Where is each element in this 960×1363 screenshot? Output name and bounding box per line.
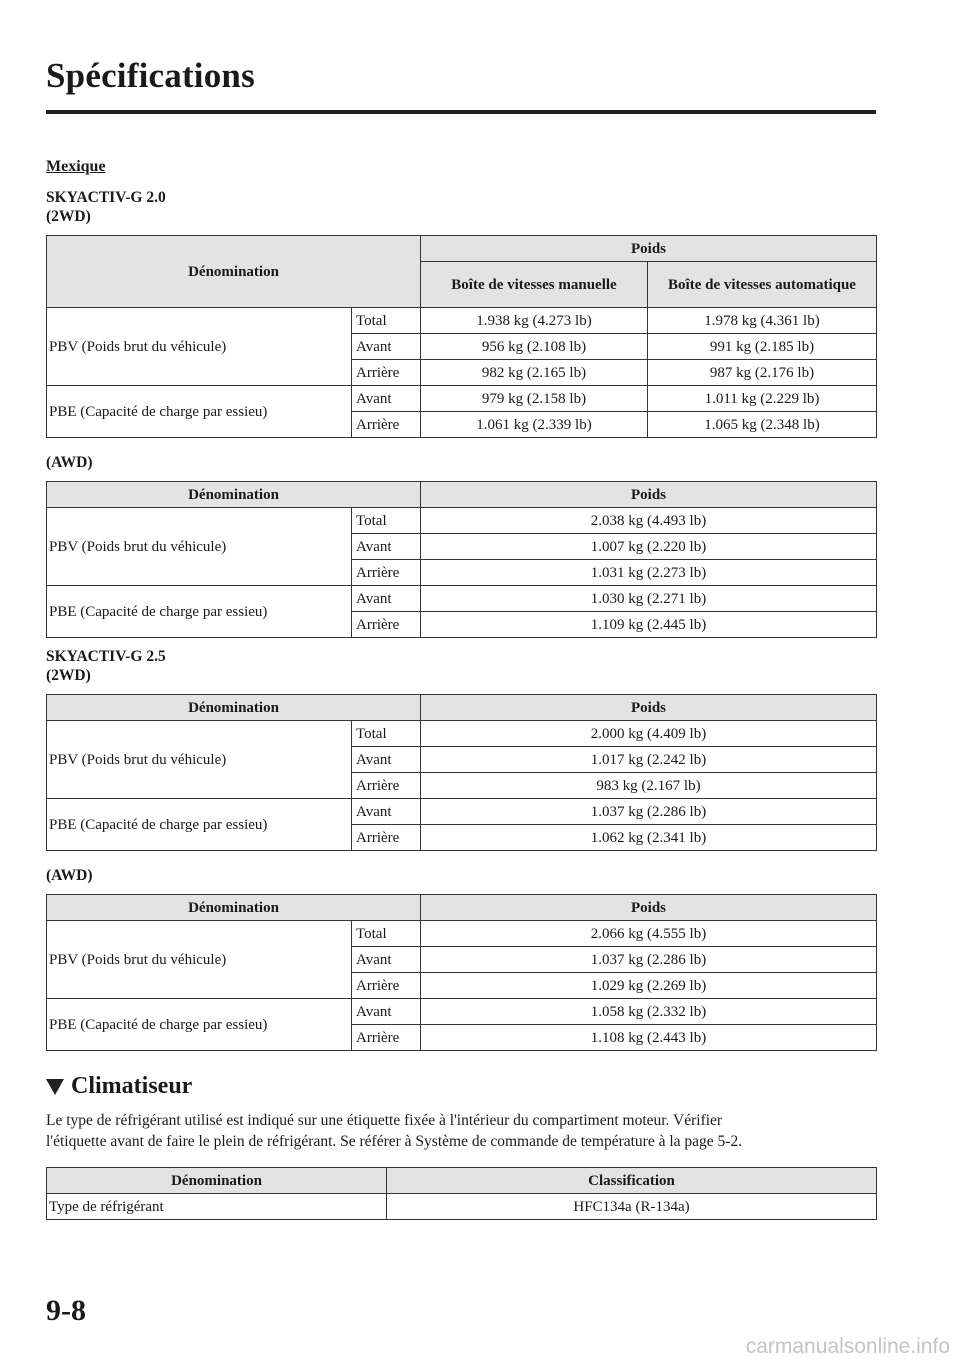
sub-label: Arrière [352,825,421,851]
row-label-pbv: PBV (Poids brut du véhicule) [47,721,352,799]
triangle-down-icon [46,1079,64,1095]
cell-value: 983 kg (2.167 lb) [421,773,877,799]
cell-value: 1.061 kg (2.339 lb) [421,412,648,438]
cell-value: 1.029 kg (2.269 lb) [421,973,877,999]
row-label-refrigerant: Type de réfrigérant [47,1194,387,1220]
cell-value: 1.978 kg (4.361 lb) [648,308,877,334]
header-denomination: Dénomination [47,236,421,308]
row-label-pbv: PBV (Poids brut du véhicule) [47,308,352,386]
cell-value: 1.065 kg (2.348 lb) [648,412,877,438]
region-heading: Mexique [46,158,106,175]
sub-label: Total [352,921,421,947]
cell-value: 987 kg (2.176 lb) [648,360,877,386]
watermark: carmanualsonline.info [745,1335,950,1358]
sub-label: Avant [352,799,421,825]
cell-value: 1.037 kg (2.286 lb) [421,947,877,973]
header-classification: Classification [387,1168,877,1194]
header-denomination: Dénomination [47,1168,387,1194]
row-label-pbv: PBV (Poids brut du véhicule) [47,508,352,586]
paragraph-line: l'étiquette avant de faire le plein de réfrigérant. Se référer à Système de commande de température à la page 5-2. [46,1133,743,1150]
row-label-pbe: PBE (Capacité de charge par essieu) [47,586,352,638]
section-heading-climatiseur [46,1073,876,1100]
content [46,158,876,1220]
sub-label: Arrière [352,560,421,586]
drive-label-awd: (AWD) [46,454,93,471]
sub-label: Avant [352,999,421,1025]
cell-value: 1.031 kg (2.273 lb) [421,560,877,586]
table-row [47,1194,877,1220]
engine-label-g20: SKYACTIV-G 2.0 [46,189,166,206]
cell-value: 982 kg (2.165 lb) [421,360,648,386]
weight-table-g25-awd [46,894,877,1051]
sub-label: Total [352,721,421,747]
row-label-pbv: PBV (Poids brut du véhicule) [47,921,352,999]
sub-label: Arrière [352,773,421,799]
header-poids: Poids [421,895,877,921]
row-label-pbe: PBE (Capacité de charge par essieu) [47,999,352,1051]
weight-table-g20-2wd [46,235,877,438]
sub-label: Avant [352,386,421,412]
cell-value: 1.058 kg (2.332 lb) [421,999,877,1025]
header-poids: Poids [421,236,877,262]
sub-label: Total [352,308,421,334]
sub-label: Avant [352,586,421,612]
cell-value: 1.037 kg (2.286 lb) [421,799,877,825]
cell-value: HFC134a (R-134a) [387,1194,877,1220]
header-poids: Poids [421,695,877,721]
table-row [47,921,877,947]
cell-value: 979 kg (2.158 lb) [421,386,648,412]
header-denomination: Dénomination [47,482,421,508]
sub-label: Arrière [352,612,421,638]
engine-label-g25: SKYACTIV-G 2.5 [46,648,166,665]
page-number: 9-8 [46,1294,86,1327]
sub-label: Arrière [352,412,421,438]
sub-label: Avant [352,334,421,360]
cell-value: 1.109 kg (2.445 lb) [421,612,877,638]
section-title: Climatiseur [71,1073,193,1099]
drive-label-awd: (AWD) [46,867,93,884]
climatiseur-paragraph [46,1110,876,1152]
sub-label: Arrière [352,973,421,999]
refrigerant-table [46,1167,877,1220]
cell-value: 2.038 kg (4.493 lb) [421,508,877,534]
sub-label: Avant [352,534,421,560]
paragraph-line: Le type de réfrigérant utilisé est indiqué sur une étiquette fixée à l'intérieur du compartiment moteur. Vérifier [46,1112,723,1129]
table-row [47,721,877,747]
cell-value: 991 kg (2.185 lb) [648,334,877,360]
header-poids: Poids [421,482,877,508]
cell-value: 1.011 kg (2.229 lb) [648,386,877,412]
cell-value: 1.108 kg (2.443 lb) [421,1025,877,1051]
cell-value: 1.030 kg (2.271 lb) [421,586,877,612]
sub-label: Avant [352,747,421,773]
cell-value: 2.000 kg (4.409 lb) [421,721,877,747]
table-row [47,386,877,412]
drive-label-2wd: (2WD) [46,208,91,225]
sub-label: Total [352,508,421,534]
header-denomination: Dénomination [47,695,421,721]
header-denomination: Dénomination [47,895,421,921]
drive-label-2wd: (2WD) [46,667,91,684]
table-row [47,308,877,334]
cell-value: 1.938 kg (4.273 lb) [421,308,648,334]
title-rule [46,110,876,114]
table-row [47,999,877,1025]
row-label-pbe: PBE (Capacité de charge par essieu) [47,799,352,851]
cell-value: 2.066 kg (4.555 lb) [421,921,877,947]
weight-table-g20-awd [46,481,877,638]
cell-value: 1.062 kg (2.341 lb) [421,825,877,851]
table-row [47,586,877,612]
row-label-pbe: PBE (Capacité de charge par essieu) [47,386,352,438]
sub-label: Avant [352,947,421,973]
cell-value: 956 kg (2.108 lb) [421,334,648,360]
cell-value: 1.017 kg (2.242 lb) [421,747,877,773]
table-row [47,508,877,534]
sub-label: Arrière [352,360,421,386]
sub-label: Arrière [352,1025,421,1051]
header-auto: Boîte de vitesses automatique [648,262,877,308]
header-manual: Boîte de vitesses manuelle [421,262,648,308]
page-title: Spécifications [46,56,255,95]
table-row [47,799,877,825]
weight-table-g25-2wd [46,694,877,851]
cell-value: 1.007 kg (2.220 lb) [421,534,877,560]
